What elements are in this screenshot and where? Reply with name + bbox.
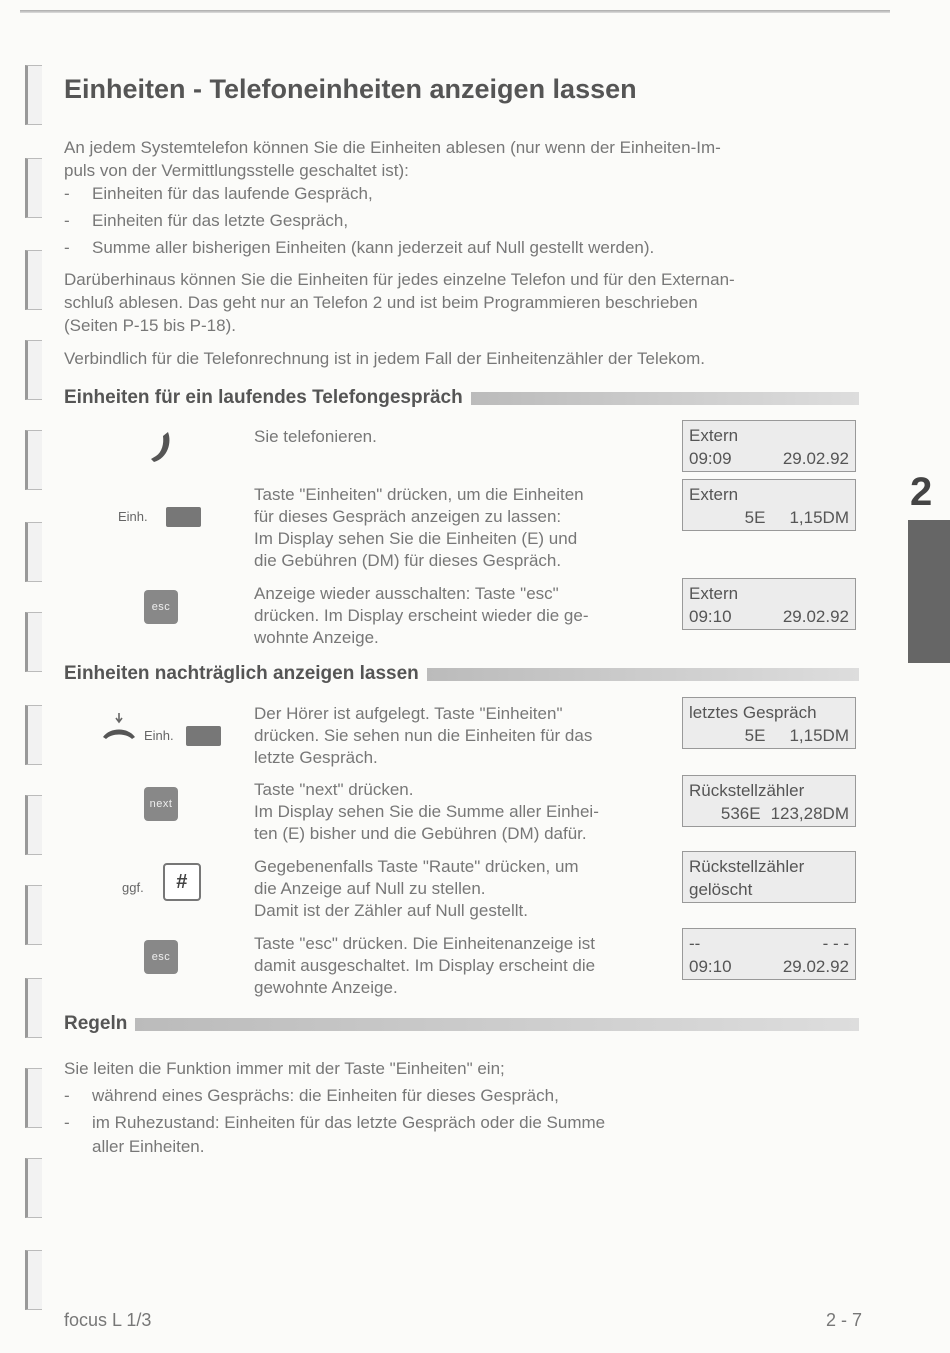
list-item: - während eines Gesprächs: die Einheiten für dieses Gespräch, — [64, 1082, 605, 1109]
key-label: ggf. — [122, 880, 144, 895]
margin-marker — [25, 978, 42, 1038]
display-text: Extern — [689, 426, 739, 445]
list-item: - Summe aller bisherigen Einheiten (kann jederzeit auf Null gestellt werden). — [64, 234, 654, 261]
key-label: Einh. — [144, 728, 174, 743]
esc-key[interactable]: esc — [144, 940, 178, 974]
step-text — [254, 856, 664, 922]
extra-line: Darüberhinaus können Sie die Einheiten für jedes einzelne Telefon und für den Externan- — [64, 270, 735, 289]
display-text: 09:10 — [689, 957, 732, 976]
step-text — [254, 583, 664, 649]
esc-key[interactable]: esc — [144, 590, 178, 624]
margin-marker — [25, 1250, 42, 1310]
step-line: die Gebühren (DM) für dieses Gespräch. — [254, 551, 562, 570]
display-text: Extern — [689, 584, 739, 603]
margin-marker — [25, 522, 42, 582]
extra-line: schluß ablesen. Das geht nur an Telefon 2 und ist beim Programmieren beschrieben — [64, 293, 698, 312]
page-title: Einheiten - Telefoneinheiten anzeigen lassen — [64, 74, 637, 104]
display-text: 1,15DM — [789, 726, 849, 745]
margin-marker — [25, 340, 42, 400]
step-line: damit ausgeschaltet. Im Display erscheint die — [254, 956, 596, 975]
extra-line: (Seiten P-15 bis P-18). — [64, 316, 236, 335]
margin-marker — [25, 885, 42, 945]
display-text: 29.02.92 — [782, 957, 849, 976]
chapter-number: 2 — [910, 470, 933, 514]
hash-key[interactable]: # — [163, 863, 201, 901]
step-line: gewohnte Anzeige. — [254, 978, 398, 997]
step-line: Taste "next" drücken. — [254, 780, 414, 799]
top-rule — [20, 10, 890, 13]
display-text: 5E — [744, 508, 766, 527]
intro-line: puls von der Vermittlungsstelle geschaltet ist): — [64, 161, 409, 180]
step-line: drücken. Im Display erscheint wieder die ge- — [254, 606, 589, 625]
rules-list — [64, 1082, 605, 1136]
step-text — [254, 779, 664, 845]
phone-display — [682, 479, 856, 531]
handset-down-icon — [100, 711, 138, 743]
step-text — [254, 484, 664, 572]
step-text — [254, 933, 664, 999]
display-text: -- — [689, 934, 701, 953]
section-heading-text: Einheiten für ein laufendes Telefongespräch — [64, 387, 463, 408]
section-heading — [64, 1011, 859, 1037]
step-line: Der Hörer ist aufgelegt. Taste "Einheiten" — [254, 704, 563, 723]
phone-display — [682, 851, 856, 903]
step-text: Sie telefonieren. — [254, 427, 377, 446]
margin-marker — [25, 250, 42, 310]
step-line: Taste "esc" drücken. Die Einheitenanzeige ist — [254, 934, 595, 953]
next-key[interactable]: next — [144, 787, 178, 821]
step-line: ten (E) bisher und die Gebühren (DM) dafür. — [254, 824, 587, 843]
margin-marker — [25, 612, 42, 672]
einheiten-key[interactable] — [166, 507, 201, 527]
display-text: Extern — [689, 485, 739, 504]
rules-text: Sie leiten die Funktion immer mit der Taste "Einheiten" ein; — [64, 1059, 505, 1078]
margin-marker — [25, 158, 42, 218]
margin-marker — [25, 705, 42, 765]
display-text: 29.02.92 — [782, 449, 849, 468]
section-heading — [64, 385, 859, 411]
phone-display — [682, 420, 856, 472]
margin-marker — [25, 65, 42, 125]
list-item: - Einheiten für das letzte Gespräch, — [64, 207, 654, 234]
handset-lifted-icon — [148, 430, 174, 466]
step-line: Anzeige wieder ausschalten: Taste "esc" — [254, 584, 559, 603]
step-line: Im Display sehen Sie die Summe aller Einhei- — [254, 802, 599, 821]
step-line: für dieses Gespräch anzeigen zu lassen: — [254, 507, 562, 526]
chapter-tab — [908, 520, 950, 663]
margin-marker — [25, 430, 42, 490]
step-line: wohnte Anzeige. — [254, 628, 379, 647]
display-text: letztes Gespräch — [689, 703, 817, 722]
display-text: 29.02.92 — [782, 607, 849, 626]
step-line: die Anzeige auf Null zu stellen. — [254, 879, 486, 898]
step-text — [254, 703, 664, 769]
margin-marker — [25, 1158, 42, 1218]
display-text: - - - — [822, 934, 849, 953]
display-text: 09:09 — [689, 449, 732, 468]
margin-marker — [25, 795, 42, 855]
page-number: 2 - 7 — [826, 1310, 863, 1330]
step-line: Gegebenenfalls Taste "Raute" drücken, um — [254, 857, 579, 876]
heading-bar — [135, 1018, 859, 1031]
list-item: - Einheiten für das laufende Gespräch, — [64, 180, 654, 207]
phone-display — [682, 928, 856, 980]
step-line: letzte Gespräch. — [254, 748, 378, 767]
display-text: Rückstellzähler — [689, 857, 805, 876]
heading-bar — [427, 668, 859, 681]
step-line: Im Display sehen Sie die Einheiten (E) und — [254, 529, 578, 548]
step-line: Damit ist der Zähler auf Null gestellt. — [254, 901, 528, 920]
intro-line: An jedem Systemtelefon können Sie die Einheiten ablesen (nur wenn der Einheiten-Im- — [64, 138, 721, 157]
display-text: 5E — [744, 726, 766, 745]
section-heading-text: Einheiten nachträglich anzeigen lassen — [64, 663, 419, 684]
step-line: drücken. Sie sehen nun die Einheiten für das — [254, 726, 593, 745]
list-item: - im Ruhezustand: Einheiten für das letzte Gespräch oder die Summe — [64, 1109, 605, 1136]
heading-bar — [471, 392, 859, 405]
display-text: gelöscht — [689, 880, 753, 899]
margin-marker — [25, 1068, 42, 1128]
display-text: 1,15DM — [789, 508, 849, 527]
display-text: 123,28DM — [770, 804, 849, 823]
display-text: 09:10 — [689, 607, 732, 626]
key-label: Einh. — [118, 509, 148, 524]
phone-display — [682, 578, 856, 630]
display-text: 536E — [720, 804, 761, 823]
phone-display — [682, 775, 856, 827]
intro-list — [64, 180, 654, 261]
binding-note: Verbindlich für die Telefonrechnung ist in jedem Fall der Einheitenzähler der Telekom. — [64, 349, 706, 368]
phone-display — [682, 697, 856, 749]
step-line: Taste "Einheiten" drücken, um die Einheiten — [254, 485, 584, 504]
rules-continuation: aller Einheiten. — [92, 1137, 205, 1156]
footer-left: focus L 1/3 — [64, 1310, 152, 1330]
section-heading — [64, 661, 859, 687]
display-text: Rückstellzähler — [689, 781, 805, 800]
einheiten-key[interactable] — [186, 726, 221, 746]
section-heading-text: Regeln — [64, 1013, 128, 1034]
